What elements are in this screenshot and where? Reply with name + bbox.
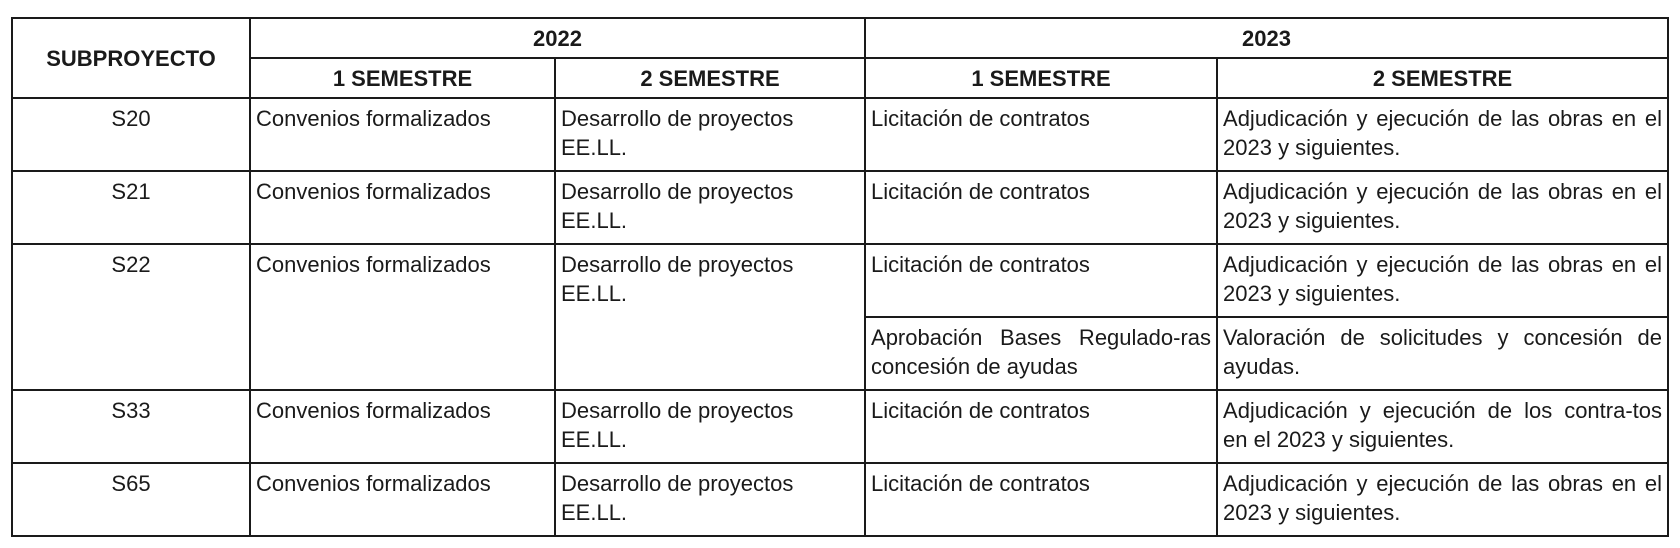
cell-2022-s1: Convenios formalizados bbox=[250, 244, 555, 390]
subproject-header: SUBPROYECTO bbox=[12, 18, 250, 98]
cell-2022-s2: Desarrollo de proyectos EE.LL. bbox=[555, 171, 865, 244]
cell-2023-s2: Adjudicación y ejecución de las obras en el 2023 y siguientes. bbox=[1217, 171, 1668, 244]
schedule-table bbox=[11, 17, 1669, 537]
cell-2023-s2: Adjudicación y ejecución de los contra-tos en el 2023 y siguientes. bbox=[1217, 390, 1668, 463]
year-header-2023: 2023 bbox=[865, 18, 1668, 58]
cell-2022-s2: Desarrollo de proyectos EE.LL. bbox=[555, 463, 865, 536]
table-row bbox=[12, 171, 1668, 244]
subproject-code: S22 bbox=[12, 244, 250, 390]
header-row-years bbox=[12, 18, 1668, 58]
cell-2023-s1: Licitación de contratos bbox=[865, 463, 1217, 536]
semester-header: 2 SEMESTRE bbox=[1217, 58, 1668, 98]
cell-2023-s2-extra: Valoración de solicitudes y concesión de ayudas. bbox=[1217, 317, 1668, 390]
table-row bbox=[12, 390, 1668, 463]
cell-2023-s1-extra: Aprobación Bases Regulado-ras concesión de ayudas bbox=[865, 317, 1217, 390]
cell-2022-s1: Convenios formalizados bbox=[250, 98, 555, 171]
cell-2022-s1: Convenios formalizados bbox=[250, 171, 555, 244]
cell-2023-s1: Licitación de contratos bbox=[865, 244, 1217, 317]
semester-header: 2 SEMESTRE bbox=[555, 58, 865, 98]
cell-2023-s1: Licitación de contratos bbox=[865, 98, 1217, 171]
cell-2022-s2: Desarrollo de proyectos EE.LL. bbox=[555, 244, 865, 390]
header-row-semesters bbox=[12, 58, 1668, 98]
cell-2023-s2: Adjudicación y ejecución de las obras en el 2023 y siguientes. bbox=[1217, 463, 1668, 536]
subproject-code: S21 bbox=[12, 171, 250, 244]
table-row bbox=[12, 463, 1668, 536]
subproject-code: S33 bbox=[12, 390, 250, 463]
cell-2023-s2: Adjudicación y ejecución de las obras en el 2023 y siguientes. bbox=[1217, 244, 1668, 317]
year-header-2022: 2022 bbox=[250, 18, 865, 58]
subproject-code: S20 bbox=[12, 98, 250, 171]
semester-header: 1 SEMESTRE bbox=[250, 58, 555, 98]
cell-2023-s1: Licitación de contratos bbox=[865, 390, 1217, 463]
table-row bbox=[12, 98, 1668, 171]
semester-header: 1 SEMESTRE bbox=[865, 58, 1217, 98]
table-row bbox=[12, 244, 1668, 317]
cell-2022-s2: Desarrollo de proyectos EE.LL. bbox=[555, 390, 865, 463]
cell-2022-s1: Convenios formalizados bbox=[250, 390, 555, 463]
subproject-code: S65 bbox=[12, 463, 250, 536]
cell-2022-s1: Convenios formalizados bbox=[250, 463, 555, 536]
cell-2022-s2: Desarrollo de proyectos EE.LL. bbox=[555, 98, 865, 171]
cell-2023-s1: Licitación de contratos bbox=[865, 171, 1217, 244]
cell-2023-s2: Adjudicación y ejecución de las obras en el 2023 y siguientes. bbox=[1217, 98, 1668, 171]
